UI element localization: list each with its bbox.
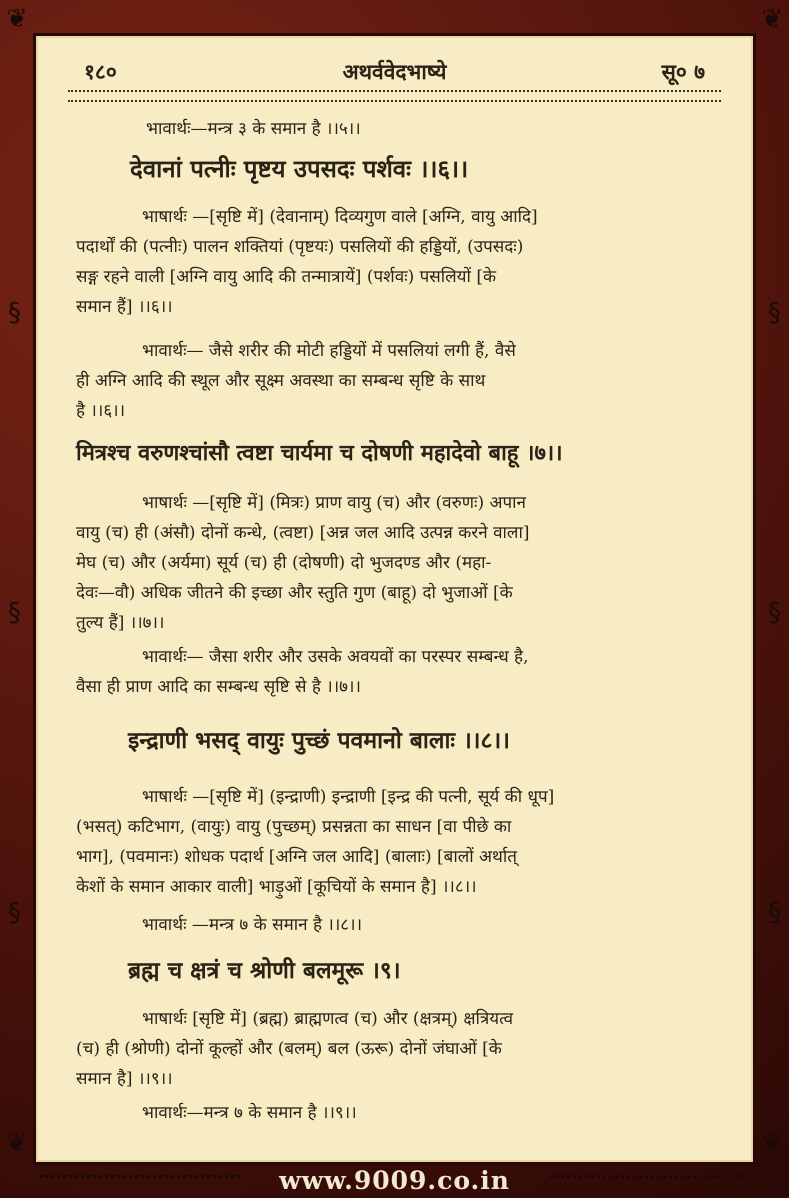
book-page	[36, 36, 753, 1162]
mantra-text: मित्रश्च वरुणश्चांसौ त्वष्टा चार्यमा च दोषणी महादेवो बाहू ।७।।	[76, 440, 563, 466]
mantra-6-bhashartha	[76, 202, 707, 322]
mantra-9	[76, 954, 707, 988]
book-title: अथर्ववेदभाष्ये	[342, 59, 447, 84]
corner-ornament-icon: ❦	[6, 4, 28, 34]
bhashartha-line: केशों के समान आकार वाली] भाड़ुओं [कूचियों के समान है] ।।८।।	[76, 877, 477, 897]
verse-5-summary	[76, 114, 707, 144]
corner-ornament-icon: ❦	[761, 1128, 783, 1158]
mantra-8-bhavarth	[76, 910, 707, 940]
mantra-6-bhavarth	[76, 336, 707, 426]
bhashartha-line: (च) ही (श्रोणी) दोनों कूल्हों और (बलम्) बल (ऊरू) दोनों जंघाओं [के	[76, 1039, 502, 1059]
mantra-text: ब्रह्म च क्षत्रं च श्रोणी बलमूरू ।९।	[128, 957, 401, 984]
bhavarth-line: भावार्थः—मन्त्र ७ के समान है ।।९।।	[142, 1103, 357, 1123]
page-number: १८०	[84, 59, 117, 84]
bhavarth-line: वैसा ही प्राण आदि का सम्बन्ध सृष्टि से है ।।७।।	[76, 677, 361, 697]
mantra-7-bhashartha	[76, 488, 707, 638]
bhashartha-line: (भसत्) कटिभाग, (वायुः) वायु (पुच्छम्) प्रसन्नता का साधन [वा पीछे का	[76, 817, 512, 837]
bhashartha-line: सङ्ग रहने वाली [अग्नि वायु आदि की तन्मात्रायें] (पर्शवः) पसलियों [के	[76, 267, 497, 287]
bhashartha-line: वायु (च) ही (अंसौ) दोनों कन्धे, (त्वष्टा) [अन्न जल आदि उत्पन्न करने वाला]	[76, 523, 530, 543]
bhashartha-line: समान है] ।।९।।	[76, 1069, 173, 1089]
side-ornament-icon: §	[768, 298, 781, 328]
mantra-7-bhavarth	[76, 642, 707, 702]
bhavarth-line: भावार्थः— जैसा शरीर और उसके अवयवों का परस्पर सम्बन्ध है,	[142, 647, 529, 667]
corner-ornament-icon: ❦	[761, 4, 783, 34]
bhavarth-line: भावार्थः—मन्त्र ३ के समान है ।।५।।	[146, 119, 361, 139]
mantra-text: देवानां पत्नीः पृष्टय उपसदः पर्शवः ।।६।।	[130, 154, 469, 183]
bhashartha-line: पदार्थों की (पत्नीः) पालन शक्तियां (पृष्टयः) पसलियों की हड्डियों, (उपसदः)	[76, 237, 524, 257]
mantra-7	[76, 436, 707, 470]
bhashartha-line: तुल्य हैं] ।।७।।	[76, 613, 165, 633]
mantra-9-bhavarth	[76, 1098, 707, 1128]
bhashartha-line: भाषार्थः —[सृष्टि में] (इन्द्राणी) इन्द्राणी [इन्द्र की पत्नी, सूर्य की धूप]	[142, 787, 555, 807]
bhashartha-line: भाषार्थः —[सृष्टि में] (देवानाम्) दिव्यगुण वाले [अग्नि, वायु आदि]	[142, 207, 538, 227]
mantra-8-bhashartha	[76, 782, 707, 902]
mantra-8	[76, 724, 707, 758]
side-ornament-icon: §	[8, 298, 21, 328]
bhashartha-line: मेघ (च) और (अर्यमा) सूर्य (च) ही (दोषणी) दो भुजदण्ड और (महा-	[76, 553, 492, 573]
side-ornament-icon: §	[8, 898, 21, 928]
bhashartha-line: भाषार्थः [सृष्टि में] (ब्रह्म) ब्राह्मणत्व (च) और (क्षत्रम्) क्षत्रियत्व	[142, 1009, 514, 1029]
side-ornament-icon: §	[8, 598, 21, 628]
mantra-6	[76, 152, 707, 186]
bhavarth-line: है ।।६।।	[76, 401, 126, 421]
header-divider	[68, 90, 721, 102]
mantra-9-bhashartha	[76, 1004, 707, 1094]
page-header	[76, 58, 713, 88]
bhavarth-line: ही अग्नि आदि की स्थूल और सूक्ष्म अवस्था का सम्बन्ध सृष्टि के साथ	[76, 371, 486, 391]
footer-website: www.9009.co.in	[279, 1166, 510, 1195]
corner-ornament-icon: ❦	[6, 1128, 28, 1158]
bhavarth-line: भावार्थः —मन्त्र ७ के समान है ।।८।।	[142, 915, 363, 935]
bhashartha-line: भाषार्थः —[सृष्टि में] (मित्रः) प्राण वायु (च) और (वरुणः) अपान	[142, 493, 526, 513]
bhavarth-line: भावार्थः— जैसे शरीर की मोटी हड्डियों में पसलियां लगी हैं, वैसे	[142, 341, 516, 361]
bhashartha-line: भाग], (पवमानः) शोधक पदार्थ [अग्नि जल आदि] (बालाः) [बालों अर्थात्	[76, 847, 517, 867]
side-ornament-icon: §	[768, 598, 781, 628]
side-ornament-icon: §	[768, 898, 781, 928]
bhashartha-line: देवः—वौ) अधिक जीतने की इच्छा और स्तुति गुण (बाहू) दो भुजाओं [के	[76, 583, 513, 603]
bhashartha-line: समान हैं] ।।६।।	[76, 297, 173, 317]
sukta-label: सू० ७	[661, 59, 705, 84]
mantra-text: इन्द्राणी भसद् वायुः पुच्छं पवमानो बालाः ।।८।।	[128, 727, 510, 754]
